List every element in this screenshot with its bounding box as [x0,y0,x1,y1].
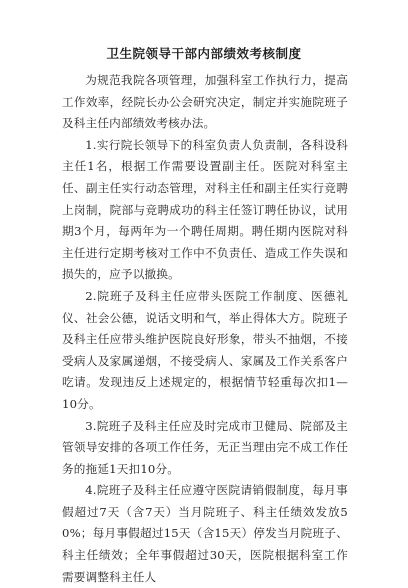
paragraph-item-1: 1.实行院长领导下的科室负责人负责制，各科设科主任1名，根据工作需要设置副主任。医院对科室主任、副主任实行动态管理，对科主任和副主任实行竞聘上岗制，院部与竞聘成功的科主任签订聘任协议，试用期3个月，每两年为一个聘任周期。聘任期内医院对科主任进行定期考核对工作中不负责任、造成工作失误和损失的，应予以撤换。 [62,137,348,282]
paragraph-item-2: 2.院班子及科主任应带头医院工作制度、医德礼仪、社会公德，说话文明和气，举止得体大方。院班子及科主任应带头维护医院良好形象，带头不抽烟，不接受病人及家属递烟，不接受病人、家属及工作关系客户吃请。发现违反上述规定的，根据情节轻重每次扣1—10分。 [62,288,348,411]
document-body [62,70,348,588]
paragraph-intro: 为规范我院各项管理，加强科室工作执行力，提高工作效率，经院长办公会研究决定，制定并实施院班子及科主任内部绩效考核办法。 [62,73,348,131]
paragraph-item-4: 4.院班子及科主任应遵守医院请销假制度，每月事假超过7天（含7天）当月院班子、科主任绩效发放50%；每月事假超过15天（含15天）停发当月院班子、科主任绩效；全年事假超过30天，医院根据科室工作需要调整科主任人 [62,483,348,584]
document-title: 卫生院领导干部内部绩效考核制度 [106,46,302,61]
paragraph-item-3: 3.院班子及科主任应及时完成市卫健局、院部及主管领导安排的各项工作任务，无正当理由完不成工作任务的拖延1天扣10分。 [62,418,348,476]
